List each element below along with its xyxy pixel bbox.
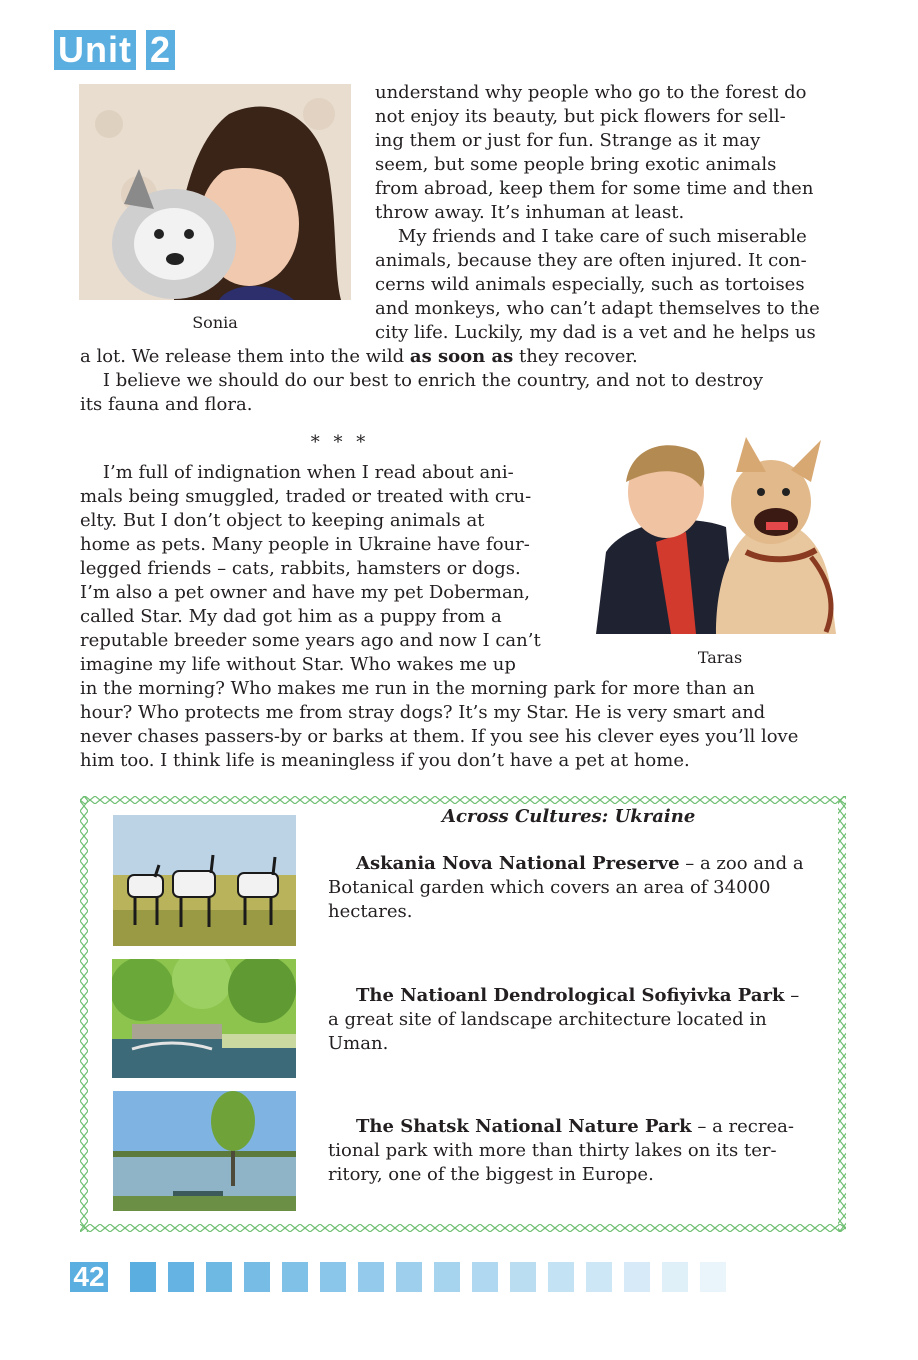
- footer-square: [130, 1262, 156, 1292]
- text-line: city life. Luckily, my dad is a vet and he helps us: [375, 322, 816, 343]
- text-segment: – a recrea-: [691, 1116, 794, 1137]
- text-line: I’m full of indignation when I read about ani-: [80, 462, 514, 483]
- text-line: understand why people who go to the forest do: [375, 82, 807, 103]
- text-segment: a lot. We release them into the wild: [80, 346, 410, 367]
- text-line: a great site of landscape architecture located in: [328, 1009, 767, 1030]
- text-line: never chases passers-by or barks at them. If you see his clever eyes you’ll love: [80, 726, 799, 747]
- site-name: Askania Nova National Preserve: [356, 853, 680, 874]
- text-segment: they recover.: [513, 346, 638, 367]
- text-line: hectares.: [328, 901, 413, 922]
- text-line: [328, 1115, 824, 1139]
- footer-square: [700, 1262, 726, 1292]
- unit-label: Unit: [54, 30, 136, 70]
- footer-square: [358, 1262, 384, 1292]
- text-segment: – a zoo and a: [679, 853, 804, 874]
- footer-square: [472, 1262, 498, 1292]
- text-line: in the morning? Who makes me run in the morning park for more than an: [80, 678, 755, 699]
- section2-column: [80, 461, 574, 677]
- text-line: [328, 984, 824, 1008]
- footer-square: [434, 1262, 460, 1292]
- page-number: 42: [70, 1262, 108, 1292]
- site-name: The Natioanl Dendrological Sofiyivka Park: [356, 985, 785, 1006]
- text-segment: –: [784, 985, 800, 1006]
- text-line: and monkeys, who can’t adapt themselves to the: [375, 298, 820, 319]
- footer-square: [396, 1262, 422, 1292]
- taras-photo: [596, 432, 844, 634]
- text-line: throw away. It’s inhuman at least.: [375, 202, 685, 223]
- text-line: from abroad, keep them for some time and then: [375, 178, 814, 199]
- text-line: seem, but some people bring exotic animals: [375, 154, 777, 175]
- site-name: The Shatsk National Nature Park: [356, 1116, 692, 1137]
- sonia-caption: Sonia: [192, 313, 238, 332]
- site-shatsk: [328, 1115, 824, 1187]
- text-line: Uman.: [328, 1033, 389, 1054]
- text-line: its fauna and flora.: [80, 394, 253, 415]
- text-line: [80, 345, 846, 369]
- footer-square: [282, 1262, 308, 1292]
- footer-decoration: [118, 1262, 726, 1292]
- text-line: him too. I think life is meaningless if you don’t have a pet at home.: [80, 750, 690, 771]
- text-line: ritory, one of the biggest in Europe.: [328, 1164, 654, 1185]
- text-line: My friends and I take care of such miserable: [375, 226, 807, 247]
- taras-caption: Taras: [697, 648, 743, 667]
- text-line: I’m also a pet owner and have my pet Doberman,: [80, 582, 530, 603]
- text-line: animals, because they are often injured. It con-: [375, 250, 807, 271]
- text-line: tional park with more than thirty lakes on its ter-: [328, 1140, 777, 1161]
- site-askania-nova: [328, 852, 824, 924]
- text-line: reputable breeder some years ago and now I can’t: [80, 630, 541, 651]
- footer-square: [244, 1262, 270, 1292]
- footer-square: [320, 1262, 346, 1292]
- text-line: cerns wild animals especially, such as tortoises: [375, 274, 805, 295]
- text-line: Botanical garden which covers an area of 34000: [328, 877, 771, 898]
- footer-square: [586, 1262, 612, 1292]
- askania-nova-photo: [113, 815, 296, 946]
- bold-phrase: as soon as: [409, 346, 514, 367]
- text-line: ing them or just for fun. Strange as it may: [375, 130, 761, 151]
- text-line: I believe we should do our best to enrich the country, and not to destroy: [80, 370, 764, 391]
- text-line: called Star. My dad got him as a puppy from a: [80, 606, 502, 627]
- footer-square: [510, 1262, 536, 1292]
- footer-square: [548, 1262, 574, 1292]
- page-footer: [70, 1262, 726, 1292]
- text-line: not enjoy its beauty, but pick flowers for sell-: [375, 106, 786, 127]
- section-separator: * * *: [310, 432, 370, 453]
- unit-number: 2: [146, 30, 175, 70]
- sofiyivka-park-photo: [112, 959, 296, 1078]
- text-line: [328, 852, 824, 876]
- unit-header: [54, 30, 175, 70]
- text-line: hour? Who protects me from stray dogs? It’s my Star. He is very smart and: [80, 702, 766, 723]
- site-sofiyivka: [328, 984, 824, 1056]
- footer-square: [624, 1262, 650, 1292]
- section2-full: [80, 677, 846, 773]
- text-line: elty. But I don’t object to keeping animals at: [80, 510, 485, 531]
- section1-column: [375, 81, 845, 345]
- culture-title: Across Cultures: Ukraine: [442, 806, 696, 827]
- footer-square: [206, 1262, 232, 1292]
- sonia-photo: [79, 84, 351, 300]
- footer-square: [662, 1262, 688, 1292]
- footer-square: [168, 1262, 194, 1292]
- section1-full: [80, 345, 846, 417]
- text-line: imagine my life without Star. Who wakes me up: [80, 654, 516, 675]
- shatsk-park-photo: [113, 1091, 296, 1211]
- text-line: mals being smuggled, traded or treated with cru-: [80, 486, 532, 507]
- text-line: legged friends – cats, rabbits, hamsters or dogs.: [80, 558, 521, 579]
- text-line: home as pets. Many people in Ukraine have four-: [80, 534, 530, 555]
